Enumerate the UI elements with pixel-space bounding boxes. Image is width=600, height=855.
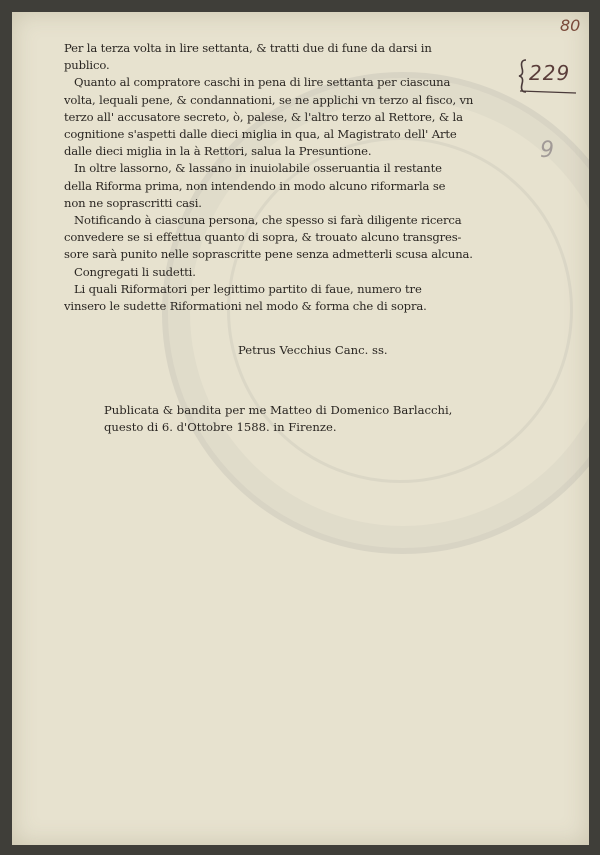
text-line: Li quali Riformatori per legittimo partito di faue, numero tre bbox=[74, 281, 422, 296]
signature-line: Petrus Vecchius Canc. ss. bbox=[238, 343, 388, 357]
text-line: In oltre lassorno, & lassano in inuiolabile osseruantia il restante bbox=[74, 161, 442, 176]
publication-line: questo di 6. d'Ottobre 1588. in Firenze. bbox=[104, 420, 337, 435]
text-line: Per la terza volta in lire settanta, & tratti due di fune da darsi in bbox=[64, 41, 432, 55]
text-line: dalle dieci miglia in la à Rettori, salua la Presuntione. bbox=[64, 144, 372, 159]
text-line: convedere se si effettua quanto di sopra, & trouato alcuno transgres- bbox=[64, 230, 462, 245]
text-line: publico. bbox=[64, 58, 110, 73]
text-line: non ne soprascritti casi. bbox=[64, 195, 202, 210]
text-line: Notificando à ciascuna persona, che spesso si farà diligente ricerca bbox=[74, 213, 462, 228]
body-text bbox=[64, 40, 520, 315]
text-line: Congregati li sudetti. bbox=[74, 264, 196, 279]
text-line: sore sarà punito nelle soprascritte pene senza admetterli scusa alcuna. bbox=[64, 247, 473, 262]
text-line: terzo all' accusatore secreto, ò, palese, & l'altro terzo al Rettore, & la bbox=[64, 109, 463, 124]
folio-number: 229 bbox=[529, 61, 571, 85]
text-line: vinsero le sudette Riformationi nel modo & forma che di sopra. bbox=[64, 299, 427, 314]
text-line: volta, lequali pene, & condannationi, se ne applichi vn terzo al fisco, vn bbox=[64, 92, 474, 107]
corner-annotation: 80 bbox=[560, 16, 581, 35]
publication-note bbox=[104, 402, 524, 436]
text-line: cognitione s'aspetti dalle dieci miglia in qua, al Magistrato dell' Arte bbox=[64, 127, 457, 142]
text-line: della Riforma prima, non intendendo in modo alcuno riformarla se bbox=[64, 178, 446, 193]
publication-line: Publicata & bandita per me Matteo di Domenico Barlacchi, bbox=[104, 403, 453, 417]
margin-pencil-mark: 9 bbox=[540, 138, 554, 163]
text-line: Quanto al compratore caschi in pena di lire settanta per ciascuna bbox=[74, 75, 451, 90]
